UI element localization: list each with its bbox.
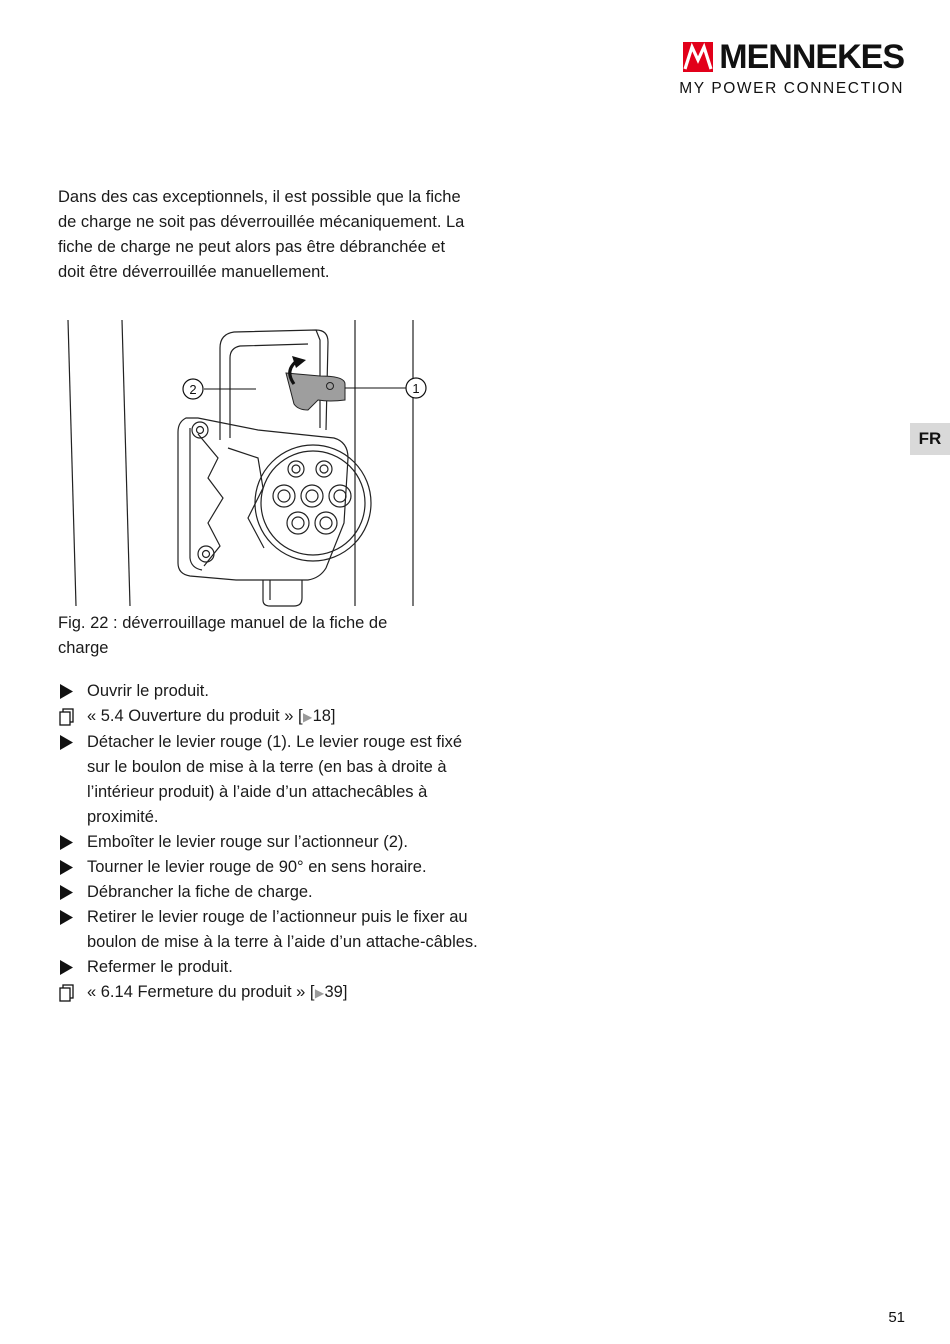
intro-paragraph: Dans des cas exceptionnels, il est possible que la fiche de charge ne soit pas déverrouillée mécaniquement. La fiche de charge ne peut alors pas être débranchée et doit être déverrouillée manuellement. (58, 188, 465, 281)
reference-page[interactable]: 18 (312, 707, 331, 725)
figure-22 (58, 318, 438, 610)
step-text: Retirer le levier rouge de l’actionneur puis le fixer au boulon de mise à la terre à l’aide d’un attache-câbles. (87, 908, 478, 951)
page-arrow-icon: ▶ (302, 710, 313, 724)
connector-face (255, 445, 371, 561)
step-item (58, 679, 478, 704)
document-reference-icon (58, 704, 76, 729)
play-triangle-icon (58, 730, 76, 755)
play-triangle-icon (58, 830, 76, 855)
reference-item[interactable] (58, 704, 478, 730)
step-item (58, 730, 478, 830)
step-text: Débrancher la fiche de charge. (87, 883, 313, 901)
step-text: Emboîter le levier rouge sur l’actionneur (2). (87, 833, 408, 851)
page-number: 51 (888, 1309, 905, 1326)
reference-page[interactable]: 39 (324, 983, 343, 1001)
step-item (58, 880, 478, 905)
housing-edge-left-inner (122, 320, 130, 606)
brand-tagline: MY POWER CONNECTION (679, 80, 904, 97)
brand-name: MENNEKES (719, 38, 904, 76)
reference-text: « 5.4 Ouverture du produit » [ (87, 707, 303, 725)
charging-socket-illustration (58, 318, 438, 610)
play-triangle-icon (58, 955, 76, 980)
step-text: Refermer le produit. (87, 958, 233, 976)
step-item (58, 830, 478, 855)
page-arrow-icon: ▶ (314, 986, 325, 1000)
brand-logo (674, 40, 904, 98)
instruction-list (58, 679, 478, 1006)
step-text: Détacher le levier rouge (1). Le levier rouge est fixé sur le boulon de mise à la terre (en bas à droite à l’intérieur produit) à l’aide d’un attachecâbles à proximité. (87, 733, 463, 826)
step-item (58, 955, 478, 980)
document-reference-icon (58, 980, 76, 1005)
step-item (58, 905, 478, 955)
reference-close: ] (342, 983, 348, 1001)
step-text: Ouvrir le produit. (87, 682, 209, 700)
step-item (58, 855, 478, 880)
play-triangle-icon (58, 905, 76, 930)
callout-2-label: 2 (189, 382, 197, 397)
figure-caption: Fig. 22 : déverrouillage manuel de la fiche de charge (58, 614, 388, 657)
mennekes-logo-icon (683, 42, 713, 72)
reference-close: ] (330, 707, 336, 725)
reference-text: « 6.14 Fermeture du produit » [ (87, 983, 315, 1001)
play-triangle-icon (58, 880, 76, 905)
reference-item[interactable] (58, 980, 478, 1006)
play-triangle-icon (58, 855, 76, 880)
callout-1-label: 1 (412, 381, 420, 396)
red-lever (286, 373, 345, 410)
language-tab[interactable]: FR (910, 423, 950, 455)
step-text: Tourner le levier rouge de 90° en sens horaire. (87, 858, 427, 876)
housing-edge-left (68, 320, 76, 606)
play-triangle-icon (58, 679, 76, 704)
